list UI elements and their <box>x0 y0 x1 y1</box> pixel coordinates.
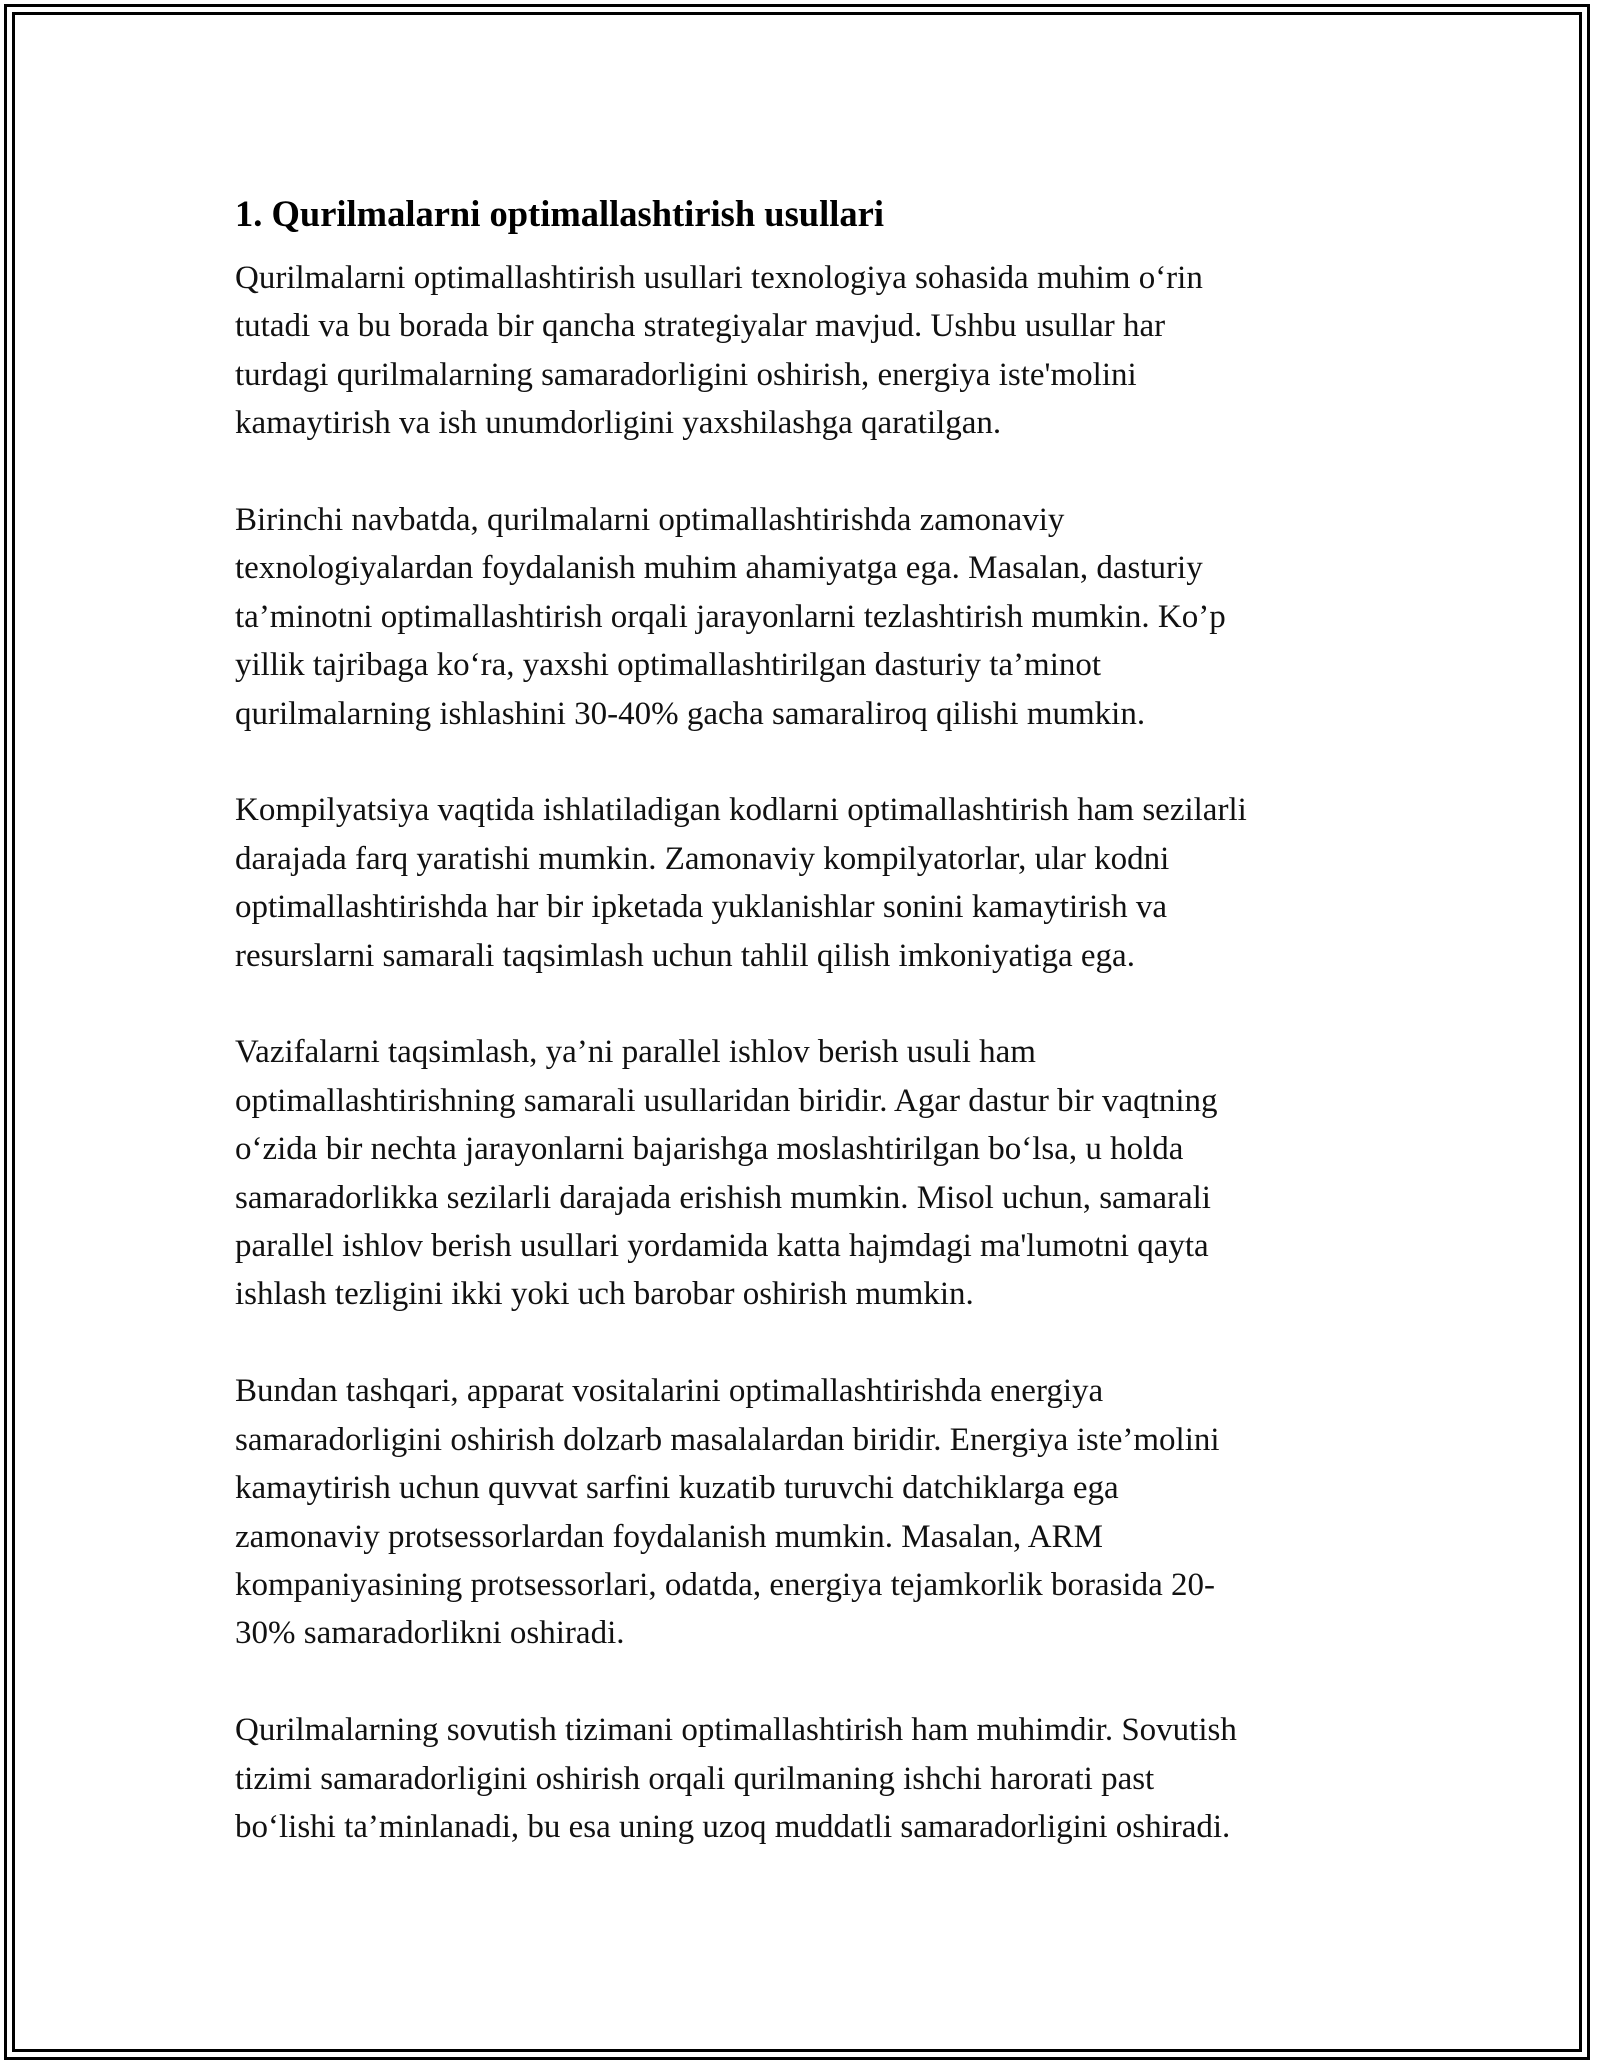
paragraph-line: Vazifalarni taqsimlash, ya’ni parallel ishlov berish usuli ham <box>235 1034 1036 1071</box>
paragraph-line: zamonaviy protsessorlardan foydalanish mumkin. Masalan, ARM <box>235 1518 1103 1555</box>
paragraph-3 <box>235 786 1385 980</box>
paragraph-line: Kompilyatsiya vaqtida ishlatiladigan kodlarni optimallashtirish ham sezilarli <box>235 792 1247 829</box>
paragraph-line: parallel ishlov berish usullari yordamida katta hajmdagi ma'lumotni qayta <box>235 1228 1209 1265</box>
paragraph-line: ishlash tezligini ikki yoki uch barobar oshirish mumkin. <box>235 1276 974 1313</box>
paragraph-line: optimallashtirishning samarali usullaridan biridir. Agar dastur bir vaqtning <box>235 1082 1218 1119</box>
paragraph-line: Birinchi navbatda, qurilmalarni optimallashtirishda zamonaviy <box>235 502 1065 539</box>
paragraph-line: Qurilmalarni optimallashtirish usullari texnologiya sohasida muhim o‘rin <box>235 260 1203 296</box>
paragraph-line: kompaniyasining protsessorlari, odatda, energiya tejamkorlik borasida 20- <box>235 1566 1215 1603</box>
paragraph-line: samaradorligini oshirish dolzarb masalalardan biridir. Energiya iste’molini <box>235 1421 1220 1458</box>
paragraph-6 <box>235 1706 1385 1851</box>
paragraph-line: tizimi samaradorligini oshirish orqali qurilmaning ishchi harorati past <box>235 1760 1155 1797</box>
paragraph-line: o‘zida bir nechta jarayonlarni bajarishga moslashtirilgan bo‘lsa, u holda <box>235 1131 1184 1168</box>
paragraph-line: Bundan tashqari, apparat vositalarini optimallashtirishda energiya <box>235 1373 1104 1410</box>
paragraph-2 <box>235 496 1385 738</box>
paragraph-5 <box>235 1367 1385 1657</box>
paragraph-line: 30% samaradorlikni oshiradi. <box>235 1615 625 1652</box>
paragraph-line: bo‘lishi ta’minlanadi, bu esa uning uzoq muddatli samaradorligini oshiradi. <box>235 1808 1231 1845</box>
paragraph-line: resurslarni samarali taqsimlash uchun tahlil qilish imkoniyatiga ega. <box>235 937 1135 974</box>
paragraph-line: kamaytirish va ish unumdorligini yaxshilashga qaratilgan. <box>235 405 1002 442</box>
paragraph-line: Qurilmalarning sovutish tizimani optimallashtirish ham muhimdir. Sovutish <box>235 1712 1237 1749</box>
section-heading: 1. Qurilmalarni optimallashtirish usullari <box>235 193 884 234</box>
paragraph-line: ta’minotni optimallashtirish orqali jarayonlarni tezlashtirish mumkin. Ko’p <box>235 598 1226 635</box>
paragraph-line: turdagi qurilmalarning samaradorligini oshirish, energiya iste'molini <box>235 356 1137 393</box>
paragraph-1 <box>235 254 1385 448</box>
document-body <box>235 186 1385 1900</box>
paragraph-line: yillik tajribaga ko‘ra, yaxshi optimallashtirilgan dasturiy ta’minot <box>235 647 1102 684</box>
paragraph-line: darajada farq yaratishi mumkin. Zamonaviy kompilyatorlar, ular kodni <box>235 840 1170 877</box>
paragraph-line: optimallashtirishda har bir ipketada yuklanishlar sonini kamaytirish va <box>235 889 1168 926</box>
paragraph-line: samaradorlikka sezilarli darajada erishish mumkin. Misol uchun, samarali <box>235 1179 1211 1216</box>
paragraph-4 <box>235 1028 1385 1318</box>
paragraph-line: tutadi va bu borada bir qancha strategiyalar mavjud. Ushbu usullar har <box>235 308 1166 345</box>
paragraph-line: qurilmalarning ishlashini 30-40% gacha samaraliroq qilishi mumkin. <box>235 695 1146 732</box>
paragraph-line: texnologiyalardan foydalanish muhim ahamiyatga ega. Masalan, dasturiy <box>235 550 1203 587</box>
paragraph-line: kamaytirish uchun quvvat sarfini kuzatib turuvchi datchiklarga ega <box>235 1470 1119 1507</box>
